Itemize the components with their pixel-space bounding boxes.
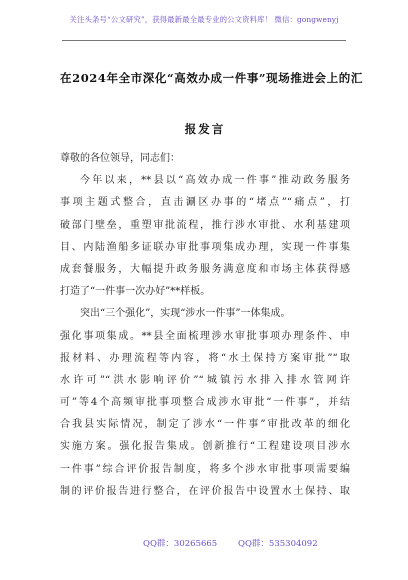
paragraph-line: 今年以来，**县以“高效办成一件事”推动政务服务 [80, 175, 350, 187]
paragraph-line: 水许可”“洪水影响评价”“城镇污水排入排水管网许 [60, 374, 350, 386]
document-title-line-2: 报发言 [184, 122, 226, 136]
paragraph-line: 强化事项集成。**县全面梳理涉水审批事项办理条件、申 [60, 330, 350, 342]
footer-qq-group-1: QQ群：30265665 [143, 539, 218, 549]
paragraph-line: 打造了“一件事一次办好”**样板。 [60, 286, 211, 298]
salutation-line: 尊敬的各位领导，同志们： [60, 153, 180, 164]
document-body [60, 148, 350, 503]
header-divider [62, 40, 346, 41]
paragraph-line: 事项主题式整合，直击涮区办事的“堵点”“痛点”，打 [60, 197, 350, 209]
footer-qq-group-2: QQ群：535304092 [238, 539, 318, 549]
section-heading-line: 突出“三个强化”，实现“涉水一件事”一体集成。 [80, 308, 291, 320]
document-title-line-1: 在2024年全市深化“高效办成一件事”现场推进会上的汇 [60, 71, 363, 85]
paragraph-line: 一件事”综合评价报告制度，将多个涉水审批事项需要编 [60, 463, 350, 475]
paragraph-line: 成套餐服务，大幅提升政务服务满意度和市场主体获得感 [60, 263, 350, 275]
paragraph-line: 制的评价报告进行整合，在评价报告中设置水土保持、取 [60, 485, 350, 497]
paragraph-line: 报材料、办理流程等内容，将“水土保持方案审批”“取 [60, 352, 350, 364]
header-banner: 关注头条号“公文研究”，获得最新最全最专业的公文资料库！ 微信：gongwenyj [69, 15, 339, 24]
paragraph-line: 合我县实际情况，制定了涉水“一件事”审批改革的细化 [60, 419, 350, 431]
paragraph-line: 目、内陆渔船多证联办审批事项集成办理，实现一件事集 [60, 241, 350, 253]
paragraph-line: 可”等4个高频审批事项整合成涉水审批“一件事”，并结 [60, 397, 350, 409]
paragraph-line: 破部门壁垒，重塑审批流程，推行涉水审批、水利基建项 [60, 219, 350, 231]
paragraph-line: 实施方案。强化报告集成。创新推行“工程建设项目涉水 [60, 441, 350, 453]
